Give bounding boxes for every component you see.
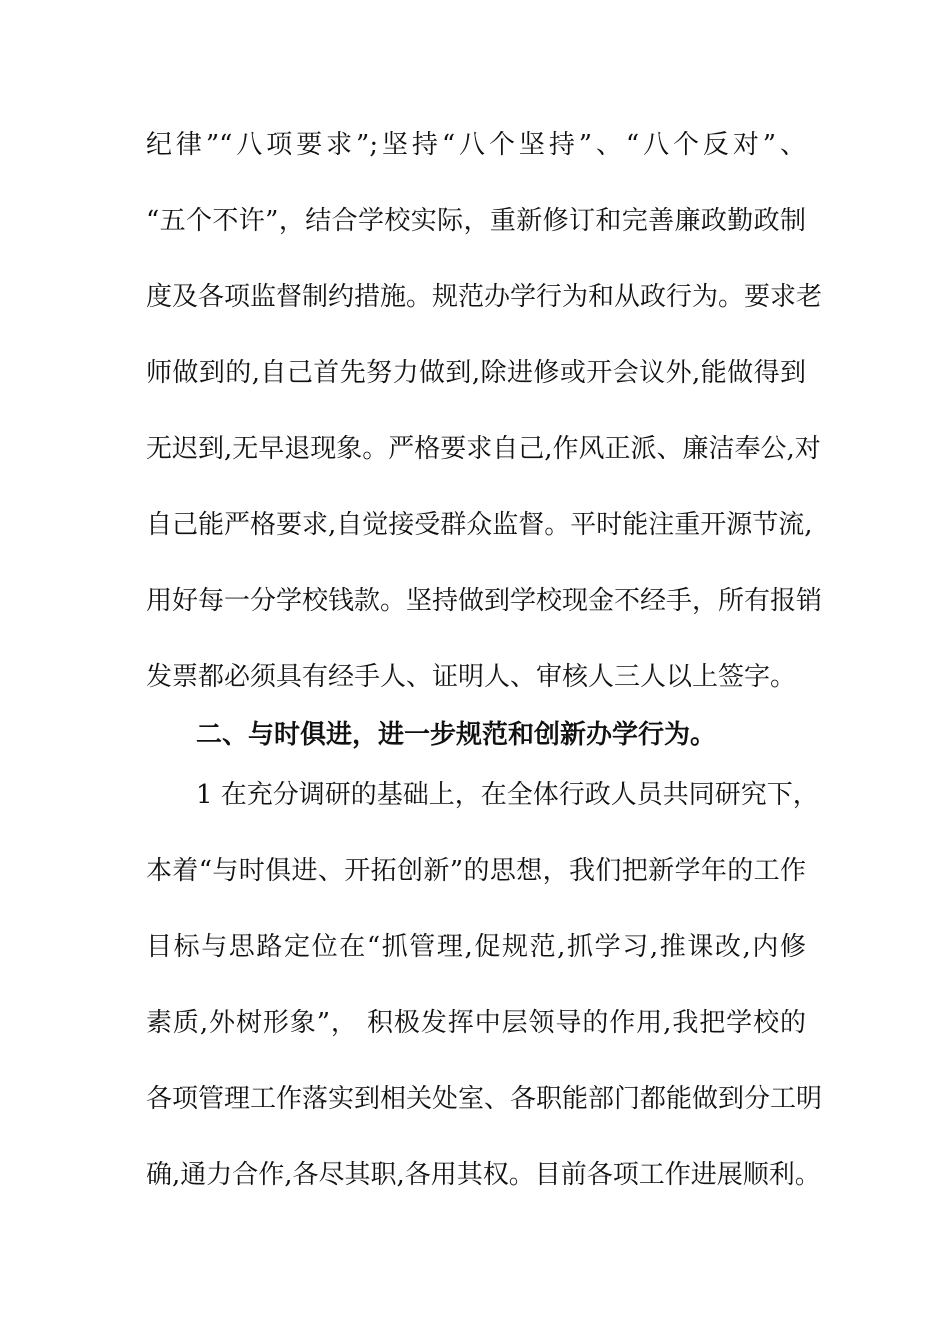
body-text-line: 无迟到,无早退现象。严格要求自己,作风正派、廉洁奉公,对 xyxy=(146,434,821,464)
body-text-line: “五个不许”，结合学校实际，重新修订和完善廉政勤政制 xyxy=(146,206,806,236)
body-text-line: 用好每一分学校钱款。坚持做到学校现金不经手，所有报销 xyxy=(146,586,823,616)
body-text-line: 确,通力合作,各尽其职,各用其权。目前各项工作进展顺利。 xyxy=(146,1160,821,1190)
body-text-line: 目标与思路定位在“抓管理,促规范,抓学习,推课改,内修 xyxy=(146,932,806,962)
body-text-line: 师做到的,自己首先努力做到,除进修或开会议外,能做得到 xyxy=(146,358,806,388)
paragraph-first-line: 1 在充分调研的基础上，在全体行政人员共同研究下， xyxy=(196,780,819,810)
body-text-line: 度及各项监督制约措施。规范办学行为和从政行为。要求老 xyxy=(146,282,823,312)
body-text-line: 素质,外树形象”， 积极发挥中层领导的作用,我把学校的 xyxy=(146,1008,806,1038)
body-text-line: 自己能严格要求,自觉接受群众监督。平时能注重开源节流, xyxy=(146,510,813,540)
body-text-line: 本着“与时俱进、开拓创新”的思想，我们把新学年的工作 xyxy=(146,856,806,886)
body-text-line: 纪律”“八项要求”;坚持“八个坚持”、“八个反对”、 xyxy=(146,130,806,160)
body-text-line: 发票都必须具有经手人、证明人、审核人三人以上签字。 xyxy=(146,662,797,692)
section-heading: 二、与时俱进，进一步规范和创新办学行为。 xyxy=(196,720,717,750)
body-text-line: 各项管理工作落实到相关处室、各职能部门都能做到分工明 xyxy=(146,1084,823,1114)
